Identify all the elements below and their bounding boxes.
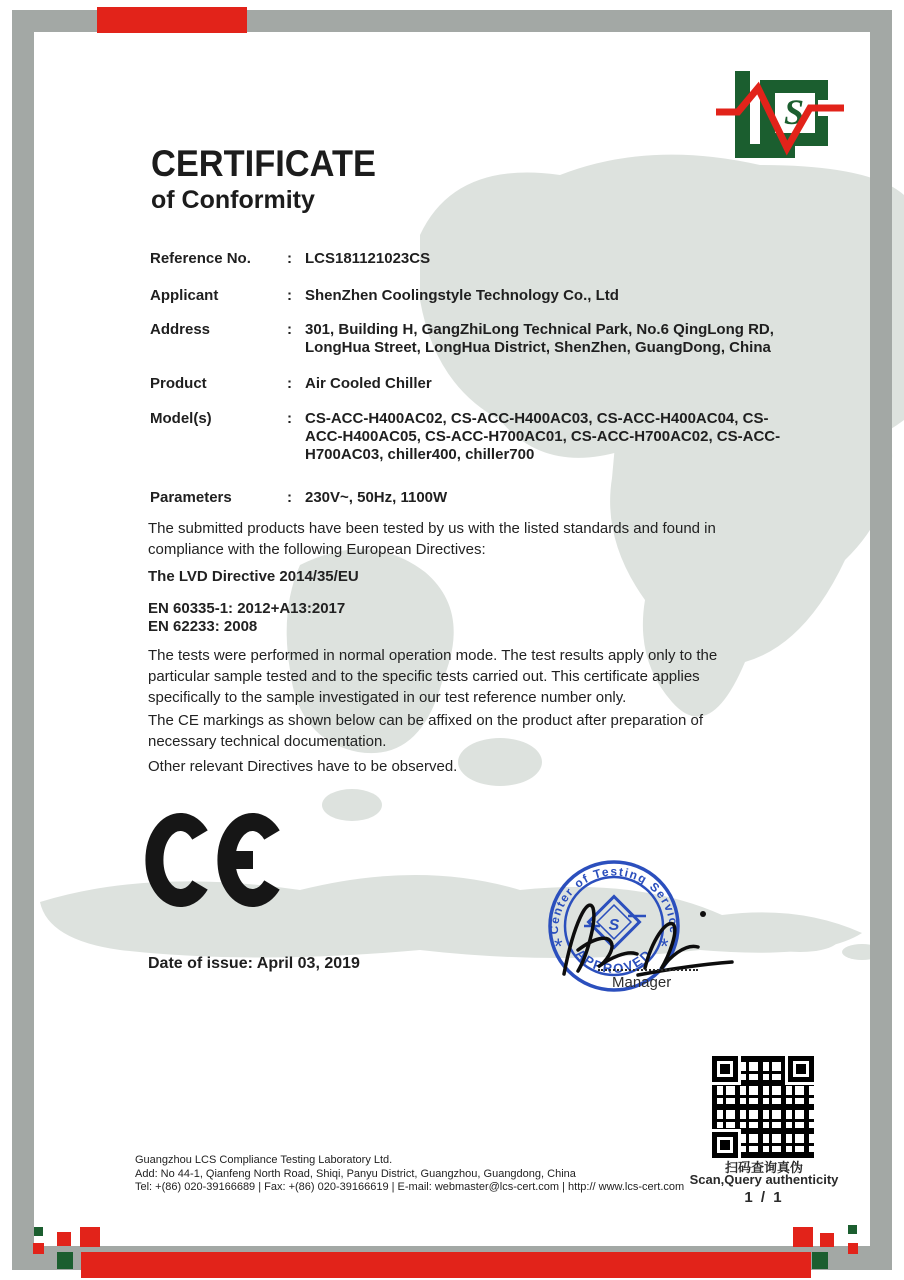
field-value: LCS181121023CS <box>305 250 431 267</box>
field-value: 230V~, 50Hz, 1100W <box>305 489 448 506</box>
stamp-approved-text: APPROVED <box>572 945 656 977</box>
date-of-issue: Date of issue: April 03, 2019 <box>148 955 360 972</box>
statement-tests: The tests were performed in normal operation mode. The test results apply only to the particular sample tested and to the specific tests carried out. This certificate applies specifically to the sample investigated in our test reference number only. <box>148 647 718 706</box>
qr-caption-en: Scan,Query authenticity <box>689 1172 839 1187</box>
certificate-subtitle: of Conformity <box>151 186 315 214</box>
footer-contact: Tel: +(86) 020-39166689 | Fax: +(86) 020-39166619 | E-mail: webmaster@lcs-cert.com | http:// www.lcs-cert.com <box>135 1181 685 1193</box>
lcs-logo-icon <box>700 60 860 170</box>
directive-line: The LVD Directive 2014/35/EU <box>148 568 359 585</box>
field-value: 301, Building H, GangZhiLong Technical Park, No.6 QingLong RD, LongHua Street, LongHua District, ShenZhen, GuangDong, China <box>305 321 774 356</box>
certificate-title: CERTIFICATE <box>151 143 376 184</box>
qr-code <box>712 1056 814 1158</box>
standard-line-1: EN 60335-1: 2012+A13:2017 <box>148 600 346 617</box>
field-label: Address <box>150 321 211 338</box>
field-colon: : <box>287 287 292 304</box>
footer-company: Guangzhou LCS Compliance Testing Laboratory Ltd. <box>135 1154 393 1166</box>
qr-finder-icon <box>712 1132 738 1158</box>
stamp-star-right: * <box>660 934 669 959</box>
field-label: Parameters <box>150 489 232 506</box>
qr-finder-icon <box>712 1056 738 1082</box>
manager-label: Manager <box>612 974 672 991</box>
field-label: Reference No. <box>150 250 251 267</box>
ce-marking-icon <box>140 810 290 910</box>
field-value: Air Cooled Chiller <box>305 375 432 392</box>
field-label: Product <box>150 375 207 392</box>
stamp-ring-text: Center of Testing Service <box>546 864 682 935</box>
field-label: Model(s) <box>150 410 212 427</box>
field-colon: : <box>287 250 292 267</box>
qr-caption-zh: 扫码查询真伪 <box>724 1160 803 1175</box>
field-value: ShenZhen Coolingstyle Technology Co., Ltd <box>305 287 619 304</box>
statement-intro: The submitted products have been tested by us with the listed standards and found in compliance with the following European Directives: <box>148 520 716 558</box>
field-label: Applicant <box>150 287 219 304</box>
stamp-star-left: * <box>554 934 563 959</box>
page-indicator: 1 / 1 <box>744 1189 784 1206</box>
signature-dotted-line <box>598 969 698 971</box>
qr-finder-icon <box>788 1056 814 1082</box>
footer <box>135 1154 695 1195</box>
field-colon: : <box>287 489 292 506</box>
field-colon: : <box>287 375 292 392</box>
footer-address: Add: No 44-1, Qianfeng North Road, Shiqi, Panyu District, Guangzhou, Guangdong, China <box>135 1167 576 1180</box>
statement-ce: The CE markings as shown below can be affixed on the product after preparation of necessary technical documentation. <box>148 712 704 750</box>
stamp-logo-letter: S <box>608 917 620 934</box>
field-colon: : <box>287 410 292 427</box>
field-value: CS-ACC-H400AC02, CS-ACC-H400AC03, CS-ACC-H400AC04, CS-ACC-H400AC05, CS-ACC-H700AC01, CS-ACC-H700AC02, CS-ACC-H700AC03, chiller400, chiller700 <box>305 410 781 463</box>
statement-other: Other relevant Directives have to be observed. <box>148 758 458 775</box>
svg-text:S: S <box>783 92 805 132</box>
standard-line-2: EN 62233: 2008 <box>148 618 258 635</box>
field-colon: : <box>287 321 292 338</box>
